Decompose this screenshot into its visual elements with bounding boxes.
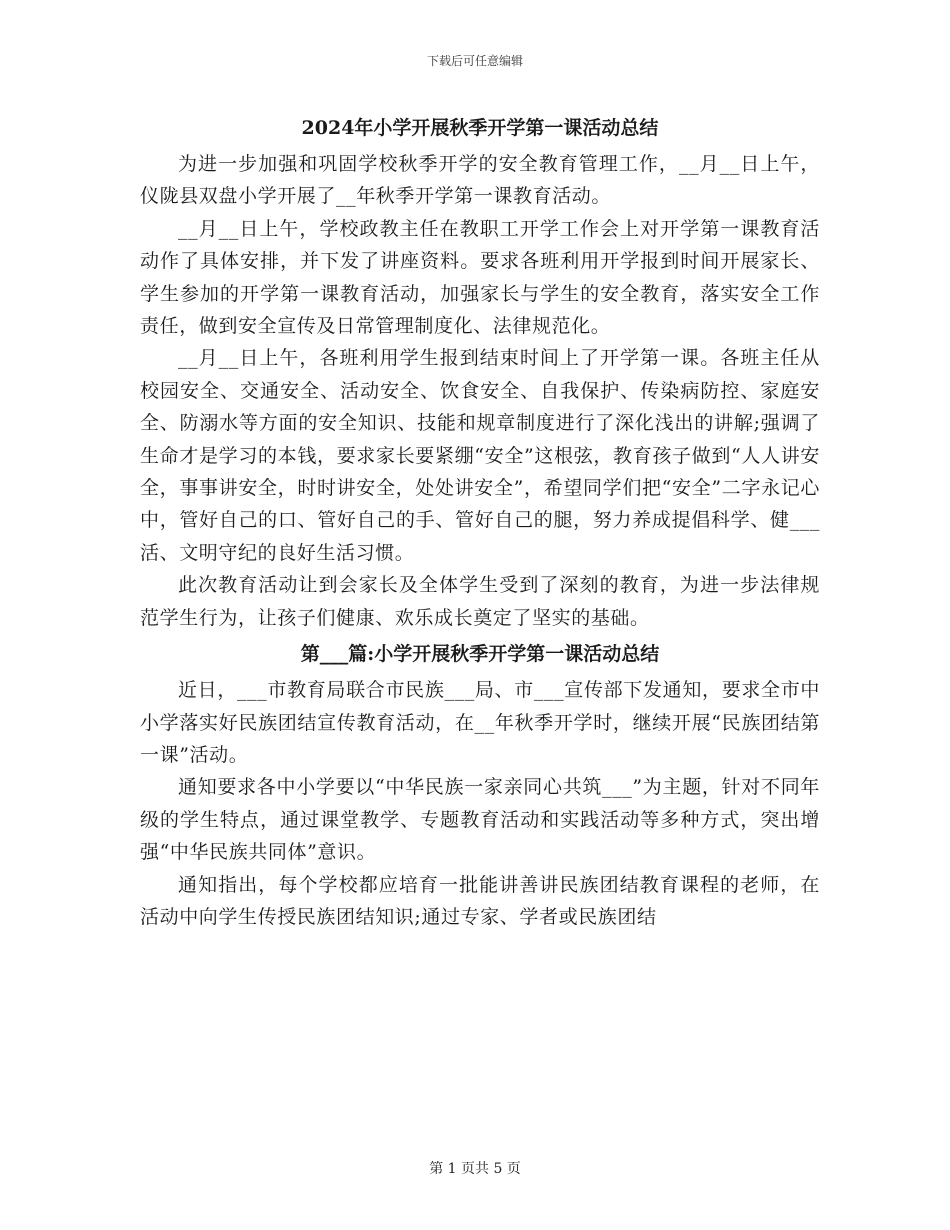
paragraph: 通知指出，每个学校都应培育一批能讲善讲民族团结教育课程的老师，在活动中向学生传授民族团结知识;通过专家、学者或民族团结: [140, 873, 820, 928]
paragraph: __月__日上午，各班利用学生报到结束时间上了开学第一课。各班主任从校园安全、交通安全、活动安全、饮食安全、自我保护、传染病防控、家庭安全、防溺水等方面的安全知识、技能和规章制度进行了深化浅出的讲解;强调了生命才是学习的本钱，要求家长要紧绷“安全”这根弦，教育孩子做到“人人讲安全，事事讲安全，时时讲安全，处处讲安全”，希望同学们把“安全”二字永记心中，管好自己的口、管好自己的手、管好自己的腿，努力养成提倡科学、健___活、文明守纪的良好生活习惯。: [140, 347, 820, 564]
paragraph: 通知要求各中小学要以“中华民族一家亲同心共筑___”为主题，针对不同年级的学生特点，通过课堂教学、专题教育活动和实践活动等多种方式，突出增强“中华民族共同体”意识。: [140, 776, 820, 864]
paragraph: 此次教育活动让到会家长及全体学生受到了深刻的教育，为进一步法律规范学生行为，让孩子们健康、欢乐成长奠定了坚实的基础。: [140, 574, 820, 629]
document-title: 2024年小学开展秋季开学第一课活动总结: [301, 117, 659, 139]
section-title: 第___篇:小学开展秋季开学第一课活动总结: [300, 643, 660, 666]
paragraph: 为进一步加强和巩固学校秋季开学的安全教育管理工作，__月__日上午，仪陇县双盘小学开展了__年秋季开学第一课教育活动。: [140, 153, 820, 208]
header-note: 下载后可任意编辑: [426, 54, 523, 68]
paragraph: 近日，___市教育局联合市民族___局、市___宣传部下发通知，要求全市中小学落实好民族团结宣传教育活动，在__年秋季开学时，继续开展“民族团结第一课”活动。: [140, 679, 820, 766]
document-body: [140, 112, 820, 933]
page-number: 第 1 页共 5 页: [429, 1161, 521, 1177]
paragraph: __月__日上午，学校政教主任在教职工开学工作会上对开学第一课教育活动作了具体安排，并下发了讲座资料。要求各班利用开学报到时间开展家长、学生参加的开学第一课教育活动，加强家长与学生的安全教育，落实安全工作责任，做到安全宣传及日常管理制度化、法律规范化。: [140, 217, 820, 338]
